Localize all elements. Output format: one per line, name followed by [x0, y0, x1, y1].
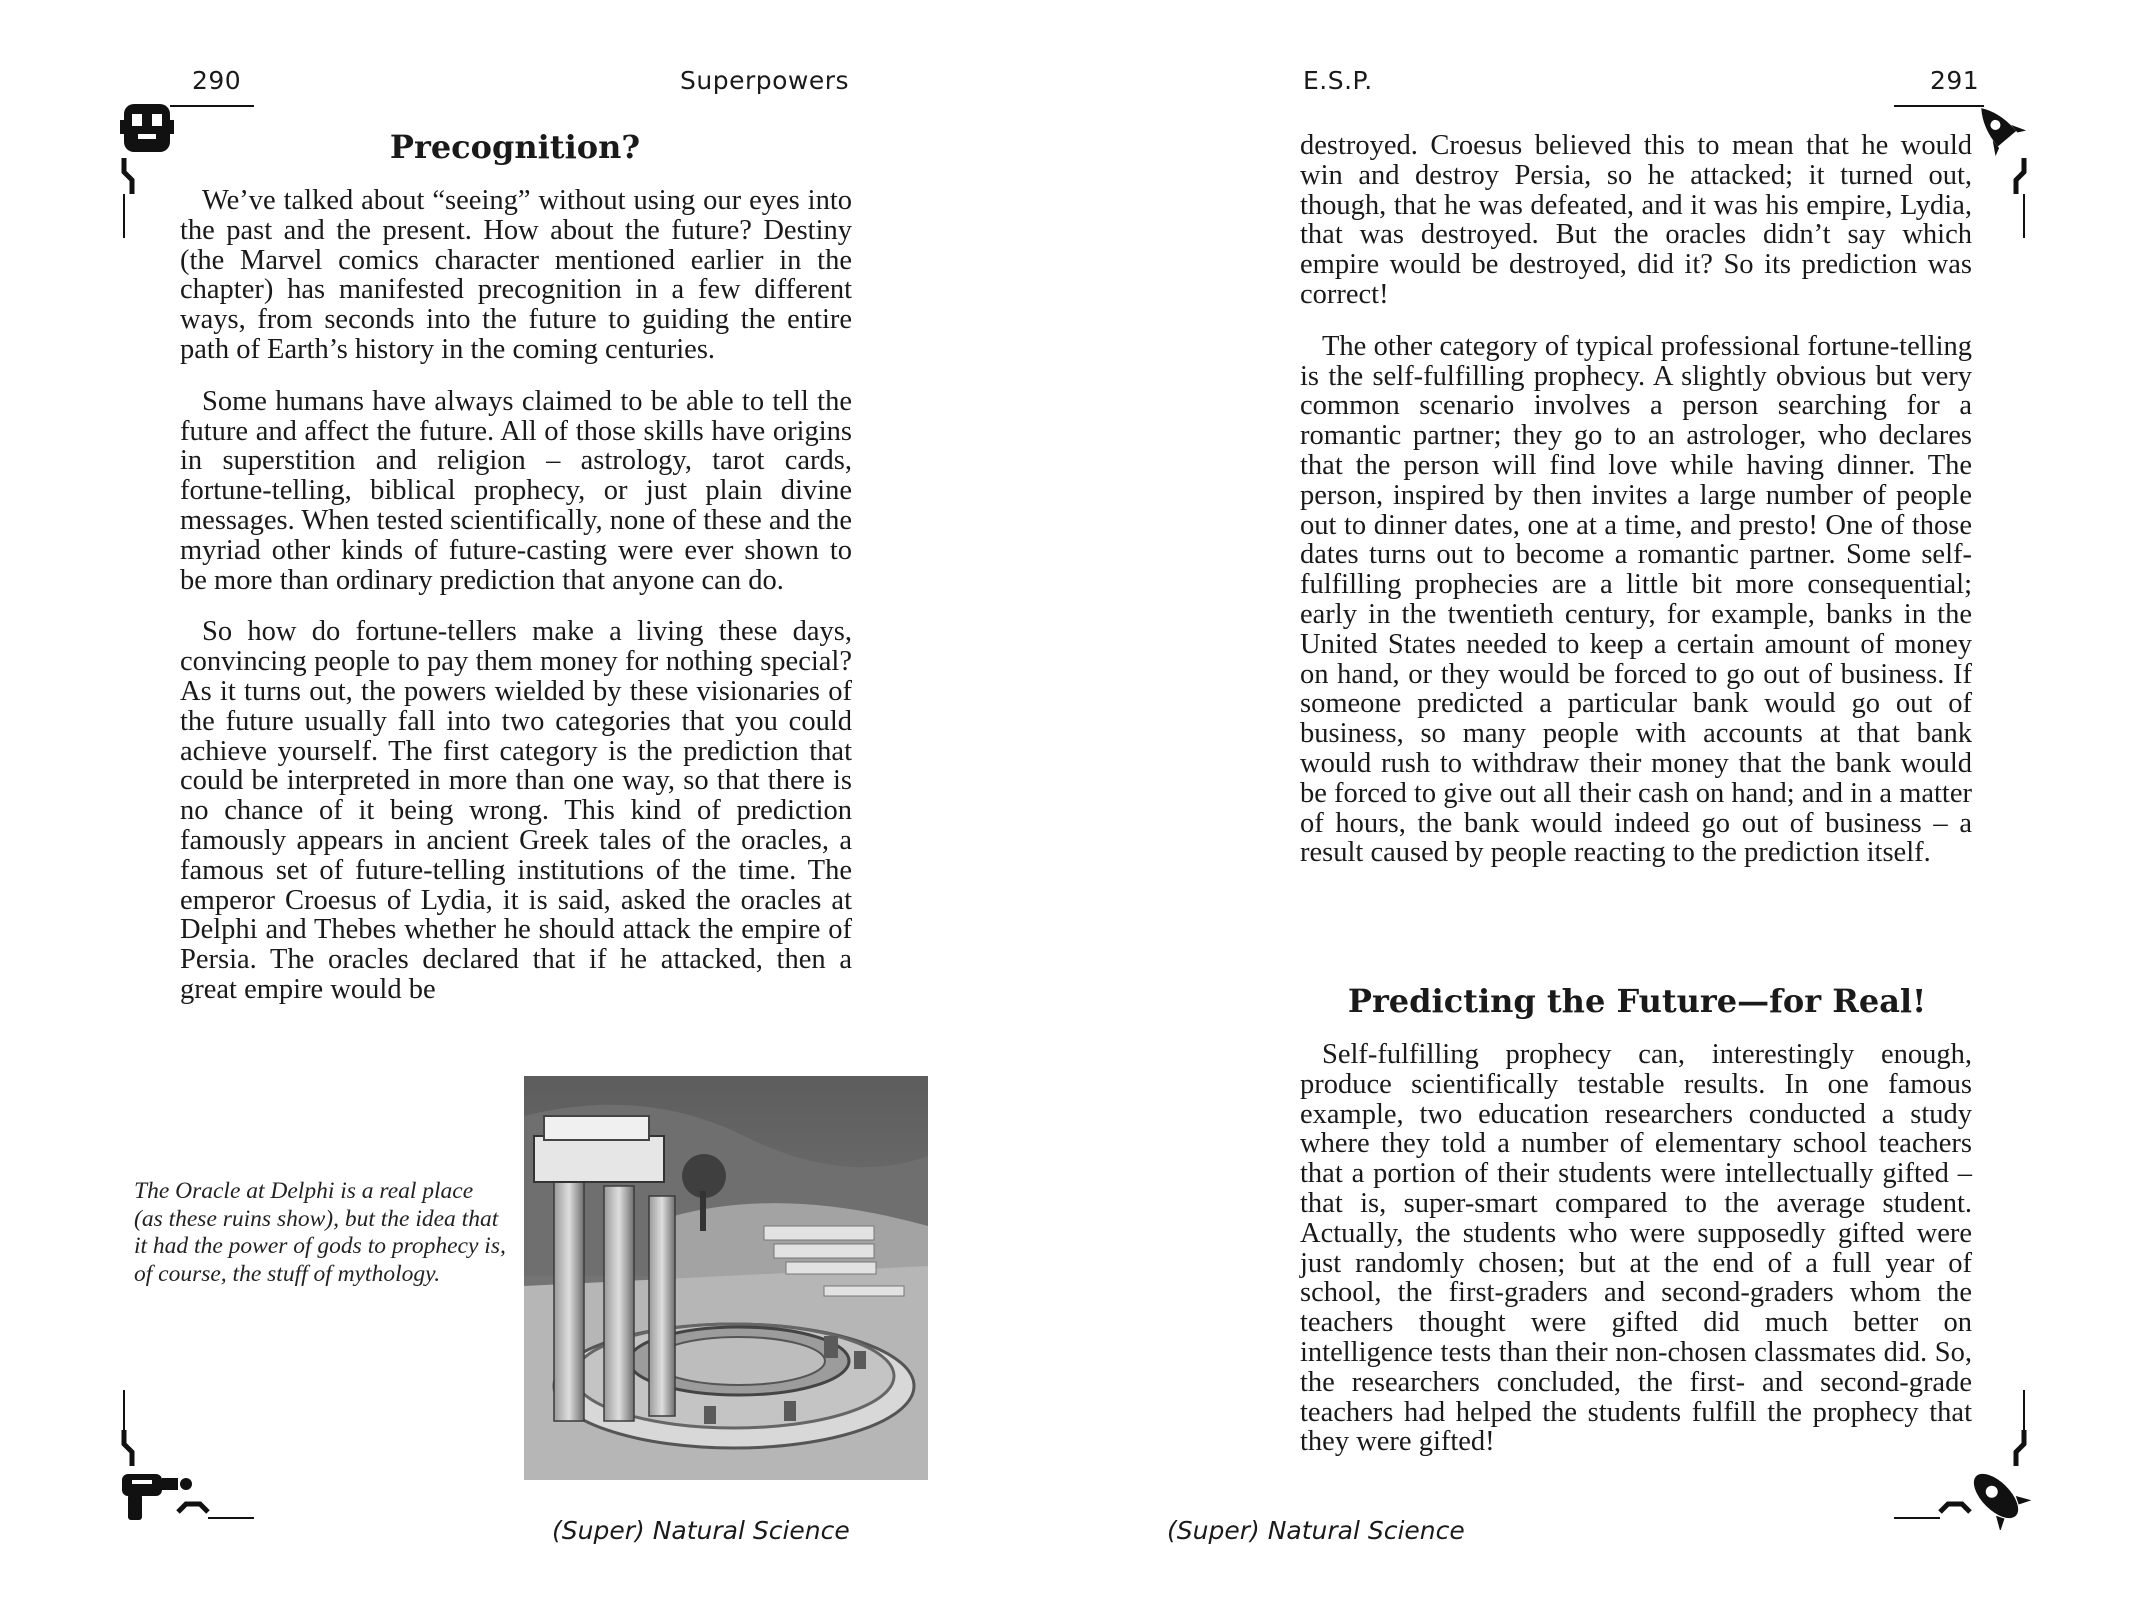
section-heading: Precognition? [389, 128, 641, 166]
page-number: 290 [192, 66, 242, 95]
paragraph: We’ve talked about “seeing” without using our eyes into the past and the present. How about the future? Destiny (the Marvel comics character mentioned earlier in the chapter) has manifested precognition in a few different ways, from seconds into the future to guiding the entire path of Earth’s history in the coming centuries. [180, 185, 852, 365]
page-number: 291 [1930, 66, 1980, 95]
running-head: Superpowers [680, 66, 850, 95]
page-footer: (Super) Natural Science [1167, 1516, 1465, 1545]
image-caption: The Oracle at Delphi is a real place (as these ruins show), but the idea that it had the power of gods to prophecy is, of course, the stuff of mythology. [134, 1178, 506, 1287]
paragraph: The other category of typical professional fortune-telling is the self-fulfilling prophecy. A slightly obvious but very common scenario involves a person searching for a romantic partner; they go to an astrologer, who declares that the person will find love while having dinner. The person, inspired by then invites a large number of people out to dinner dates, one at a time, and presto! One of those dates turns out to become a romantic partner. Some self-fulfilling prophecies are a little bit more consequential; early in the twentieth century, for example, banks in the United States needed to keep a certain amount of money on hand, or they would be forced to go out of business. If someone predicted a particular bank would go out of business, so many people with accounts at that bank would rush to withdraw their money that the bank would be forced to give out all their cash on hand; and in a matter of hours, the bank would indeed go out of business – a result caused by people reacting to the prediction itself. [1300, 330, 1972, 869]
left-page [0, 0, 1066, 1600]
paragraph: So how do fortune-tellers make a living these days, convincing people to pay them money for nothing special? As it turns out, the powers wielded by these visionaries of the future usually fall into two categories that you could achieve yourself. The first category is the prediction that could be interpreted in more than one way, so that there is no chance of it being wrong. This kind of prediction famously appears in ancient Greek tales of the oracles, a famous set of future-telling institutions of the time. The emperor Croesus of Lydia, it is said, asked the oracles at Delphi and Thebes whether he should attack the empire of Persia. The oracles declared that if he attacked, then a great empire would be [180, 616, 852, 1005]
running-head: E.S.P. [1303, 66, 1373, 95]
paragraph: destroyed. Croesus believed this to mean that he would win and destroy Persia, so he attacked; it turned out, though, that he was defeated, and it was his empire, Lydia, that was destroyed. But the oracles didn’t say which empire would be destroyed, did it? So its prediction was correct! [1300, 130, 1972, 310]
section-heading: Predicting the Future—for Real! [1347, 982, 1927, 1020]
left-body-text [180, 186, 852, 1027]
delphi-ruins-photo [524, 1076, 928, 1480]
paragraph: Some humans have always claimed to be able to tell the future and affect the future. All of those skills have origins in superstition and religion – astrology, tarot cards, fortune-telling, biblical prophecy, or just plain divine messages. When tested scientifically, none of these and the myriad other kinds of future-casting were ever shown to be more than ordinary prediction that anyone can do. [180, 385, 852, 596]
right-body-text-2 [1300, 1040, 1972, 1479]
spaceship-corner-ornament-icon [1894, 1390, 2034, 1530]
ray-gun-corner-ornament-icon [118, 1390, 258, 1530]
right-page [1067, 0, 2133, 1600]
page-footer: (Super) Natural Science [552, 1516, 850, 1545]
paragraph: Self-fulfilling prophecy can, interestingly enough, produce scientifically testable results. In one famous example, two education researchers conducted a study where they told a number of elementary school teachers that a portion of their students were intellectually gifted – that is, super-smart compared to the average student. Actually, the students who were supposedly gifted were just randomly chosen; but at the end of a full year of school, the first-graders and second-graders whom the teachers thought were gifted did much better on intelligence tests than their non-chosen classmates did. So, the researchers concluded, the first- and second-grade teachers had helped the students fulfill the prophecy that they were gifted! [1300, 1039, 1972, 1458]
right-body-text [1300, 131, 1972, 890]
